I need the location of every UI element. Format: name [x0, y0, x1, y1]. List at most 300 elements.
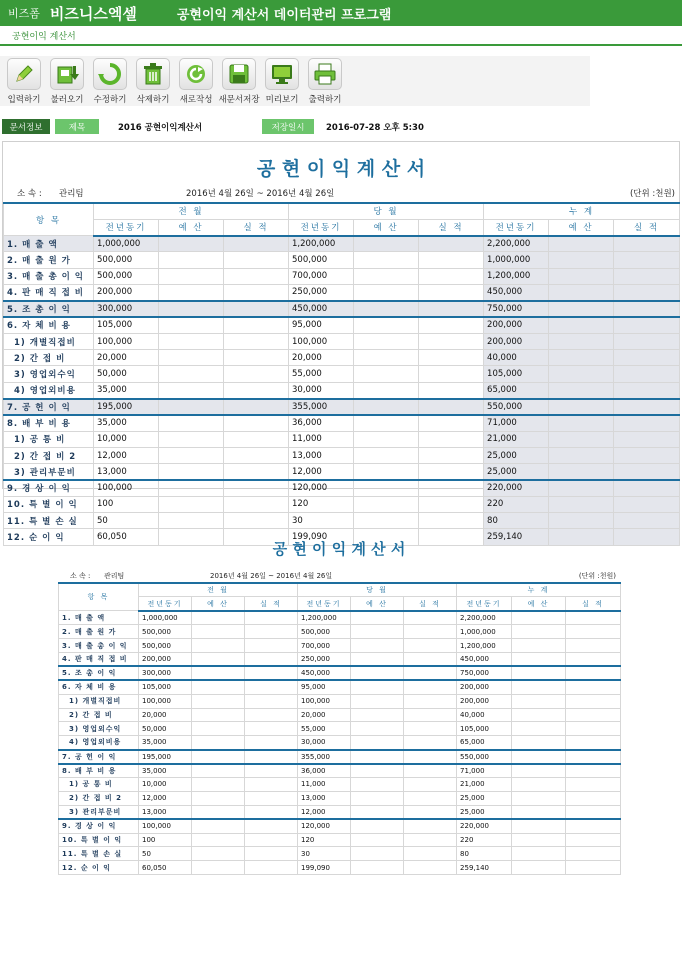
curr-budget-cell[interactable] — [354, 236, 419, 252]
header-prev-month: 전 월 — [139, 583, 298, 597]
curr-budget-cell — [351, 819, 404, 833]
prev-prior-year-cell[interactable]: 50 — [94, 513, 159, 529]
prev-actual-cell[interactable] — [224, 496, 289, 512]
prev-budget-cell[interactable] — [159, 399, 224, 415]
curr-actual-cell[interactable] — [419, 350, 484, 366]
cum-prior-year-cell[interactable]: 71,000 — [484, 415, 549, 431]
prev-prior-year-cell[interactable]: 20,000 — [94, 350, 159, 366]
prev-actual-cell — [245, 861, 298, 875]
prev-prior-year-cell: 500,000 — [139, 639, 192, 653]
curr-actual-cell[interactable] — [419, 464, 484, 480]
prev-prior-year-cell[interactable]: 1,000,000 — [94, 236, 159, 252]
prev-actual-cell[interactable] — [224, 480, 289, 496]
cum-prior-year-cell: 200,000 — [457, 680, 512, 694]
header-budget: 예 산 — [512, 597, 566, 611]
printer-icon — [308, 58, 342, 90]
document-info-bar — [0, 118, 682, 136]
input-button[interactable] — [2, 58, 46, 104]
header-curr-month: 당 월 — [298, 583, 457, 597]
row-label: 3) 영업외수익 — [59, 722, 139, 736]
curr-prior-year-cell[interactable]: 450,000 — [289, 301, 354, 317]
cum-actual-cell[interactable] — [614, 399, 680, 415]
prev-budget-cell[interactable] — [159, 415, 224, 431]
curr-prior-year-cell[interactable]: 95,000 — [289, 317, 354, 333]
prev-prior-year-cell[interactable]: 100 — [94, 496, 159, 512]
cum-prior-year-cell[interactable]: 65,000 — [484, 382, 549, 398]
curr-budget-cell[interactable] — [354, 301, 419, 317]
row-label: 4. 판 매 직 접 비 — [59, 652, 139, 666]
cum-actual-cell[interactable] — [614, 366, 680, 382]
cum-prior-year-cell[interactable]: 550,000 — [484, 399, 549, 415]
prev-prior-year-cell[interactable]: 35,000 — [94, 382, 159, 398]
curr-budget-cell[interactable] — [354, 415, 419, 431]
prev-prior-year-cell[interactable]: 500,000 — [94, 252, 159, 268]
curr-actual-cell — [404, 736, 457, 750]
curr-budget-cell[interactable] — [354, 399, 419, 415]
cum-prior-year-cell[interactable]: 21,000 — [484, 431, 549, 447]
preview-title: 공 현 이 익 계 산 서 — [272, 540, 406, 558]
table-row — [4, 284, 680, 300]
curr-prior-year-cell[interactable]: 30,000 — [289, 382, 354, 398]
curr-prior-year-cell[interactable]: 36,000 — [289, 415, 354, 431]
curr-prior-year-cell[interactable]: 250,000 — [289, 284, 354, 300]
curr-actual-cell[interactable] — [419, 496, 484, 512]
prev-actual-cell — [245, 625, 298, 639]
prev-prior-year-cell: 50 — [139, 847, 192, 861]
curr-prior-year-cell: 11,000 — [298, 777, 351, 791]
prev-prior-year-cell[interactable]: 60,050 — [94, 529, 159, 545]
table-row — [59, 764, 621, 778]
cum-actual-cell — [566, 847, 621, 861]
cum-budget-cell[interactable] — [549, 513, 614, 529]
prev-prior-year-cell[interactable]: 10,000 — [94, 431, 159, 447]
prev-budget-cell[interactable] — [159, 317, 224, 333]
unit-label: (단위 :천원) — [629, 189, 675, 199]
curr-actual-cell — [404, 819, 457, 833]
cum-actual-cell[interactable] — [614, 480, 680, 496]
prev-budget-cell[interactable] — [159, 301, 224, 317]
prev-prior-year-cell[interactable]: 13,000 — [94, 464, 159, 480]
curr-prior-year-cell[interactable]: 30 — [289, 513, 354, 529]
table-row — [4, 382, 680, 398]
row-label: 5. 조 총 이 익 — [59, 666, 139, 680]
cum-budget-cell[interactable] — [549, 350, 614, 366]
prev-prior-year-cell[interactable]: 100,000 — [94, 333, 159, 349]
cum-prior-year-cell[interactable]: 200,000 — [484, 333, 549, 349]
prev-prior-year-cell[interactable]: 35,000 — [94, 415, 159, 431]
save-button[interactable] — [217, 58, 261, 104]
load-label: 불러오기 — [50, 95, 84, 105]
prev-budget-cell — [192, 680, 245, 694]
sheet-title: 공 현 이 익 계 산 서 — [256, 158, 426, 180]
curr-budget-cell[interactable] — [354, 284, 419, 300]
cum-actual-cell[interactable] — [614, 415, 680, 431]
prev-budget-cell[interactable] — [159, 236, 224, 252]
row-label: 7. 공 헌 이 익 — [4, 399, 94, 415]
cum-actual-cell[interactable] — [614, 268, 680, 284]
prev-prior-year-cell[interactable]: 300,000 — [94, 301, 159, 317]
row-label: 4) 영업외비용 — [59, 736, 139, 750]
print-button[interactable] — [303, 58, 347, 104]
cum-prior-year-cell: 105,000 — [457, 722, 512, 736]
trash-icon — [136, 58, 170, 90]
prev-actual-cell[interactable] — [224, 447, 289, 463]
curr-actual-cell[interactable] — [419, 333, 484, 349]
curr-budget-cell[interactable] — [354, 513, 419, 529]
prev-budget-cell[interactable] — [159, 252, 224, 268]
input-label: 입력하기 — [7, 95, 41, 105]
prev-actual-cell[interactable] — [224, 366, 289, 382]
cum-budget-cell[interactable] — [549, 252, 614, 268]
cum-actual-cell — [566, 611, 621, 625]
cum-budget-cell[interactable] — [549, 236, 614, 252]
prev-budget-cell[interactable] — [159, 464, 224, 480]
curr-actual-cell[interactable] — [419, 399, 484, 415]
curr-actual-cell[interactable] — [419, 447, 484, 463]
prev-actual-cell[interactable] — [224, 431, 289, 447]
curr-budget-cell[interactable] — [354, 382, 419, 398]
row-label: 7. 공 헌 이 익 — [59, 750, 139, 764]
cum-actual-cell[interactable] — [614, 317, 680, 333]
row-label: 3. 매 출 총 이 익 — [59, 639, 139, 653]
curr-prior-year-cell[interactable]: 55,000 — [289, 366, 354, 382]
prev-actual-cell — [245, 666, 298, 680]
curr-prior-year-cell[interactable]: 700,000 — [289, 268, 354, 284]
cum-actual-cell[interactable] — [614, 252, 680, 268]
row-label: 6. 자 체 비 용 — [59, 680, 139, 694]
header-prior-year: 전년동기 — [139, 597, 192, 611]
table-row — [4, 480, 680, 496]
curr-budget-cell — [351, 750, 404, 764]
prev-budget-cell — [192, 722, 245, 736]
cum-prior-year-cell[interactable]: 25,000 — [484, 447, 549, 463]
prev-actual-cell[interactable] — [224, 317, 289, 333]
prev-actual-cell[interactable] — [224, 252, 289, 268]
curr-actual-cell[interactable] — [419, 480, 484, 496]
cum-prior-year-cell[interactable]: 200,000 — [484, 317, 549, 333]
prev-actual-cell[interactable] — [224, 513, 289, 529]
curr-budget-cell[interactable] — [354, 464, 419, 480]
cum-budget-cell[interactable] — [549, 333, 614, 349]
pencil-icon — [7, 58, 41, 90]
prev-actual-cell — [245, 750, 298, 764]
cum-prior-year-cell[interactable]: 220 — [484, 496, 549, 512]
curr-prior-year-cell: 30 — [298, 847, 351, 861]
prev-actual-cell — [245, 708, 298, 722]
table-row — [4, 236, 680, 252]
prev-budget-cell[interactable] — [159, 513, 224, 529]
cum-actual-cell[interactable] — [614, 431, 680, 447]
row-label: 10. 특 별 이 익 — [59, 833, 139, 847]
curr-actual-cell[interactable] — [419, 382, 484, 398]
curr-budget-cell — [351, 680, 404, 694]
cum-prior-year-cell[interactable]: 220,000 — [484, 480, 549, 496]
cum-budget-cell[interactable] — [549, 366, 614, 382]
edit-button[interactable] — [88, 58, 132, 104]
table-row — [59, 833, 621, 847]
cum-actual-cell[interactable] — [614, 333, 680, 349]
cum-prior-year-cell: 2,200,000 — [457, 611, 512, 625]
curr-budget-cell[interactable] — [354, 480, 419, 496]
curr-budget-cell[interactable] — [354, 350, 419, 366]
curr-budget-cell[interactable] — [354, 447, 419, 463]
prev-budget-cell[interactable] — [159, 268, 224, 284]
cum-prior-year-cell[interactable]: 750,000 — [484, 301, 549, 317]
cum-budget-cell[interactable] — [549, 399, 614, 415]
prev-prior-year-cell[interactable]: 195,000 — [94, 399, 159, 415]
print-label: 출력하기 — [308, 95, 342, 105]
curr-actual-cell[interactable] — [419, 284, 484, 300]
dept-value[interactable]: 관리팀 — [59, 189, 84, 199]
curr-prior-year-cell: 20,000 — [298, 708, 351, 722]
table-row — [4, 268, 680, 284]
cum-prior-year-cell[interactable]: 259,140 — [484, 529, 549, 545]
row-label: 2) 간 접 비 2 — [4, 447, 94, 463]
cum-budget-cell[interactable] — [549, 480, 614, 496]
prev-actual-cell[interactable] — [224, 333, 289, 349]
cum-actual-cell[interactable] — [614, 513, 680, 529]
cum-actual-cell — [566, 791, 621, 805]
cum-prior-year-cell: 1,200,000 — [457, 639, 512, 653]
curr-actual-cell — [404, 652, 457, 666]
cum-actual-cell[interactable] — [614, 464, 680, 480]
header-item: 항 목 — [59, 583, 139, 611]
cum-actual-cell[interactable] — [614, 236, 680, 252]
curr-prior-year-cell: 36,000 — [298, 764, 351, 778]
curr-prior-year-cell[interactable]: 1,200,000 — [289, 236, 354, 252]
cum-budget-cell — [512, 791, 566, 805]
curr-prior-year-cell: 1,200,000 — [298, 611, 351, 625]
curr-actual-cell[interactable] — [419, 513, 484, 529]
prev-actual-cell[interactable] — [224, 350, 289, 366]
cum-prior-year-cell: 220 — [457, 833, 512, 847]
curr-actual-cell[interactable] — [419, 415, 484, 431]
cum-budget-cell[interactable] — [549, 301, 614, 317]
prev-prior-year-cell: 100 — [139, 833, 192, 847]
prev-budget-cell[interactable] — [159, 447, 224, 463]
cum-budget-cell[interactable] — [549, 284, 614, 300]
curr-budget-cell[interactable] — [354, 431, 419, 447]
curr-prior-year-cell[interactable]: 100,000 — [289, 333, 354, 349]
prev-actual-cell[interactable] — [224, 399, 289, 415]
curr-actual-cell[interactable] — [419, 317, 484, 333]
new-button[interactable] — [174, 58, 218, 104]
prev-prior-year-cell: 35,000 — [139, 764, 192, 778]
cum-actual-cell — [566, 833, 621, 847]
curr-prior-year-cell[interactable]: 12,000 — [289, 464, 354, 480]
curr-budget-cell — [351, 722, 404, 736]
prev-budget-cell — [192, 750, 245, 764]
preview-button[interactable] — [260, 58, 304, 104]
prev-budget-cell[interactable] — [159, 496, 224, 512]
cum-actual-cell[interactable] — [614, 284, 680, 300]
curr-actual-cell[interactable] — [419, 252, 484, 268]
prev-budget-cell[interactable] — [159, 480, 224, 496]
cum-prior-year-cell[interactable]: 25,000 — [484, 464, 549, 480]
prev-budget-cell — [192, 708, 245, 722]
prev-actual-cell — [245, 694, 298, 708]
table-row — [4, 513, 680, 529]
cum-prior-year-cell: 65,000 — [457, 736, 512, 750]
curr-prior-year-cell[interactable]: 13,000 — [289, 447, 354, 463]
cum-prior-year-cell[interactable]: 1,000,000 — [484, 252, 549, 268]
cum-budget-cell — [512, 764, 566, 778]
prev-prior-year-cell[interactable]: 50,000 — [94, 366, 159, 382]
cum-actual-cell[interactable] — [614, 382, 680, 398]
cum-actual-cell — [566, 736, 621, 750]
cum-budget-cell[interactable] — [549, 415, 614, 431]
cum-prior-year-cell[interactable]: 80 — [484, 513, 549, 529]
cum-actual-cell[interactable] — [614, 529, 680, 545]
prev-prior-year-cell: 500,000 — [139, 625, 192, 639]
table-row — [59, 750, 621, 764]
floppy-icon — [222, 58, 256, 90]
row-label: 1) 공 통 비 — [59, 777, 139, 791]
prev-prior-year-cell: 100,000 — [139, 819, 192, 833]
cum-actual-cell[interactable] — [614, 350, 680, 366]
curr-prior-year-cell: 450,000 — [298, 666, 351, 680]
prev-budget-cell — [192, 625, 245, 639]
prev-prior-year-cell[interactable]: 200,000 — [94, 284, 159, 300]
curr-budget-cell[interactable] — [354, 317, 419, 333]
cum-actual-cell[interactable] — [614, 301, 680, 317]
load-button[interactable] — [45, 58, 89, 104]
prev-actual-cell — [245, 847, 298, 861]
table-row — [59, 777, 621, 791]
period: 2016년 4월 26일 ~ 2016년 4월 26일 — [210, 572, 333, 580]
header-budget: 예 산 — [549, 219, 614, 235]
curr-prior-year-cell[interactable]: 355,000 — [289, 399, 354, 415]
cum-prior-year-cell: 550,000 — [457, 750, 512, 764]
cum-budget-cell[interactable] — [549, 382, 614, 398]
prev-budget-cell — [192, 833, 245, 847]
cum-prior-year-cell: 750,000 — [457, 666, 512, 680]
prev-budget-cell — [192, 791, 245, 805]
cum-actual-cell — [566, 680, 621, 694]
table-row — [4, 447, 680, 463]
delete-label: 삭제하기 — [136, 95, 170, 105]
table-row — [4, 366, 680, 382]
curr-prior-year-cell[interactable]: 20,000 — [289, 350, 354, 366]
cum-budget-cell[interactable] — [549, 447, 614, 463]
cum-budget-cell[interactable] — [549, 268, 614, 284]
cum-budget-cell[interactable] — [549, 431, 614, 447]
cum-actual-cell[interactable] — [614, 447, 680, 463]
curr-actual-cell[interactable] — [419, 366, 484, 382]
prev-prior-year-cell: 10,000 — [139, 777, 192, 791]
curr-actual-cell[interactable] — [419, 268, 484, 284]
cum-prior-year-cell: 200,000 — [457, 694, 512, 708]
editor-sheet[interactable] — [2, 141, 680, 544]
curr-actual-cell[interactable] — [419, 431, 484, 447]
prev-budget-cell[interactable] — [159, 333, 224, 349]
prev-actual-cell[interactable] — [224, 268, 289, 284]
cum-budget-cell[interactable] — [549, 317, 614, 333]
sheet-meta — [3, 184, 679, 202]
cum-budget-cell[interactable] — [549, 496, 614, 512]
prev-actual-cell — [245, 764, 298, 778]
curr-budget-cell[interactable] — [354, 366, 419, 382]
prev-actual-cell[interactable] — [224, 284, 289, 300]
prev-actual-cell[interactable] — [224, 236, 289, 252]
curr-budget-cell[interactable] — [354, 268, 419, 284]
prev-actual-cell[interactable] — [224, 415, 289, 431]
curr-actual-cell[interactable] — [419, 301, 484, 317]
prev-budget-cell — [192, 736, 245, 750]
prev-prior-year-cell[interactable]: 500,000 — [94, 268, 159, 284]
prev-prior-year-cell[interactable]: 105,000 — [94, 317, 159, 333]
curr-actual-cell[interactable] — [419, 236, 484, 252]
prev-prior-year-cell[interactable]: 100,000 — [94, 480, 159, 496]
cum-actual-cell — [566, 639, 621, 653]
cum-prior-year-cell: 450,000 — [457, 652, 512, 666]
prev-actual-cell — [245, 736, 298, 750]
cum-prior-year-cell[interactable]: 40,000 — [484, 350, 549, 366]
prev-budget-cell[interactable] — [159, 431, 224, 447]
cum-prior-year-cell[interactable]: 105,000 — [484, 366, 549, 382]
curr-prior-year-cell[interactable]: 120 — [289, 496, 354, 512]
table-row — [59, 791, 621, 805]
curr-budget-cell[interactable] — [354, 496, 419, 512]
curr-prior-year-cell: 355,000 — [298, 750, 351, 764]
prev-prior-year-cell: 1,000,000 — [139, 611, 192, 625]
cum-prior-year-cell: 220,000 — [457, 819, 512, 833]
preview-label: 미리보기 — [265, 95, 299, 105]
header-prior-year: 전년동기 — [298, 597, 351, 611]
cum-budget-cell — [512, 805, 566, 819]
header-curr-month: 당 월 — [289, 203, 484, 219]
cum-prior-year-cell: 80 — [457, 847, 512, 861]
curr-prior-year-cell[interactable]: 120,000 — [289, 480, 354, 496]
delete-button[interactable] — [131, 58, 175, 104]
prev-actual-cell[interactable] — [224, 382, 289, 398]
header-budget: 예 산 — [192, 597, 245, 611]
table-row — [4, 252, 680, 268]
curr-budget-cell — [351, 639, 404, 653]
prev-actual-cell[interactable] — [224, 464, 289, 480]
header-actual: 실 적 — [419, 219, 484, 235]
tab-income-statement[interactable]: 공현이익 계산서 — [12, 32, 76, 42]
prev-budget-cell[interactable] — [159, 366, 224, 382]
prev-budget-cell[interactable] — [159, 382, 224, 398]
cum-actual-cell[interactable] — [614, 496, 680, 512]
row-label: 5. 조 총 이 익 — [4, 301, 94, 317]
curr-prior-year-cell[interactable]: 199,090 — [289, 529, 354, 545]
prev-budget-cell[interactable] — [159, 284, 224, 300]
curr-actual-cell — [404, 764, 457, 778]
curr-prior-year-cell[interactable]: 11,000 — [289, 431, 354, 447]
brand-logo-text: 비즈니스엑셀 — [49, 4, 137, 23]
prev-budget-cell[interactable] — [159, 350, 224, 366]
curr-budget-cell — [351, 736, 404, 750]
cum-prior-year-cell[interactable]: 1,200,000 — [484, 268, 549, 284]
cum-prior-year-cell[interactable]: 450,000 — [484, 284, 549, 300]
prev-actual-cell[interactable] — [224, 301, 289, 317]
curr-prior-year-cell: 120 — [298, 833, 351, 847]
prev-prior-year-cell[interactable]: 12,000 — [94, 447, 159, 463]
curr-prior-year-cell[interactable]: 500,000 — [289, 252, 354, 268]
curr-budget-cell[interactable] — [354, 333, 419, 349]
cum-budget-cell — [512, 861, 566, 875]
row-label: 4. 판 매 직 접 비 — [4, 284, 94, 300]
curr-budget-cell[interactable] — [354, 252, 419, 268]
doc-title-field[interactable]: 2016 공현이익계산서 — [118, 123, 203, 133]
cum-prior-year-cell[interactable]: 2,200,000 — [484, 236, 549, 252]
income-table-preview — [58, 582, 621, 875]
curr-prior-year-cell: 12,000 — [298, 805, 351, 819]
dept-value: 관리팀 — [104, 572, 125, 580]
cum-budget-cell[interactable] — [549, 464, 614, 480]
